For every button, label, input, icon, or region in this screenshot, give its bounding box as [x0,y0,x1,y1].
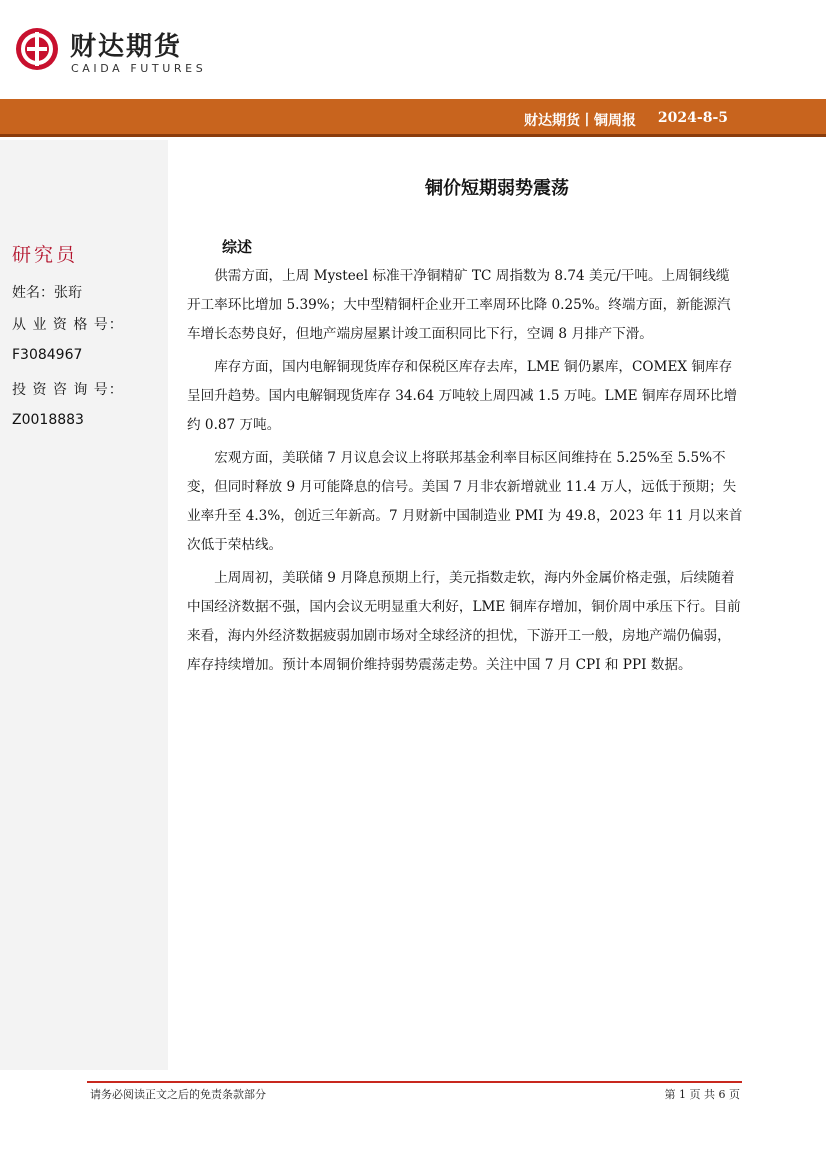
sidebar-panel [0,140,168,1070]
footer-page-number: 第 1 页 共 6 页 [664,1088,740,1101]
researcher-name: 姓名：张珩 [12,285,82,301]
header-date: 2024-8-5 [657,110,728,126]
footer-disclaimer: 请务必阅读正文之后的免责条款部分 [90,1088,266,1101]
consult-number: Z0018883 [12,412,84,428]
document-title: 铜价短期弱势震荡 [425,178,569,199]
footer-divider [87,1081,742,1083]
brand-name-en: CAIDA FUTURES [71,62,207,75]
body-text [187,262,743,684]
brand-name-cn: 财达期货 [70,32,183,62]
caida-logo-icon [15,27,59,71]
section-heading: 综述 [222,238,253,256]
qualification-label: 从 业 资 格 号： [12,317,124,333]
paragraph-inventory: 库存方面，国内电解铜现货库存和保税区库存去库，LME 铜仍累库，COMEX 铜库存呈回升趋势。国内电解铜现货库存 34.64 万吨较上周四减 1.5 万吨。LME 铜库存周环比增约 0.87 万吨。 [187,359,738,433]
paragraph-supply-demand: 供需方面，上周 Mysteel 标准干净铜精矿 TC 周指数为 8.74 美元/干吨。上周铜线缆开工率环比增加 5.39%；大中型精铜杆企业开工率周环比降 0.25%。终端方面，新能源汽车增长态势良好，但地产端房屋累计竣工面积同比下行，空调 8 月排产下滑。 [187,268,731,342]
header-report-label: 财达期货丨铜周报 [524,113,636,129]
header-bar [0,99,826,137]
researcher-title: 研究员 [12,244,79,266]
consult-label: 投 资 咨 询 号： [12,382,124,398]
paragraph-macro: 宏观方面，美联储 7 月议息会议上将联邦基金利率目标区间维持在 5.25%至 5.5%不变，但同时释放 9 月可能降息的信号。美国 7 月非农新增就业 11.4 万人，远低于预期；失业率升至 4.3%，创近三年新高。7 月财新中国制造业 PMI 为 49.8，2023 年 11 月以来首次低于荣枯线。 [187,450,743,553]
paragraph-outlook: 上周周初，美联储 9 月降息预期上行，美元指数走软，海内外金属价格走强，后续随着中国经济数据不强，国内会议无明显重大利好，LME 铜库存增加，铜价周中承压下行。目前来看，海内外经济数据疲弱加剧市场对全球经济的担忧，下游开工一般，房地产端仍偏弱，库存持续增加。预计本周铜价维持弱势震荡走势。关注中国 7 月 CPI 和 PPI 数据。 [187,570,741,673]
qualification-number: F3084967 [12,347,83,363]
